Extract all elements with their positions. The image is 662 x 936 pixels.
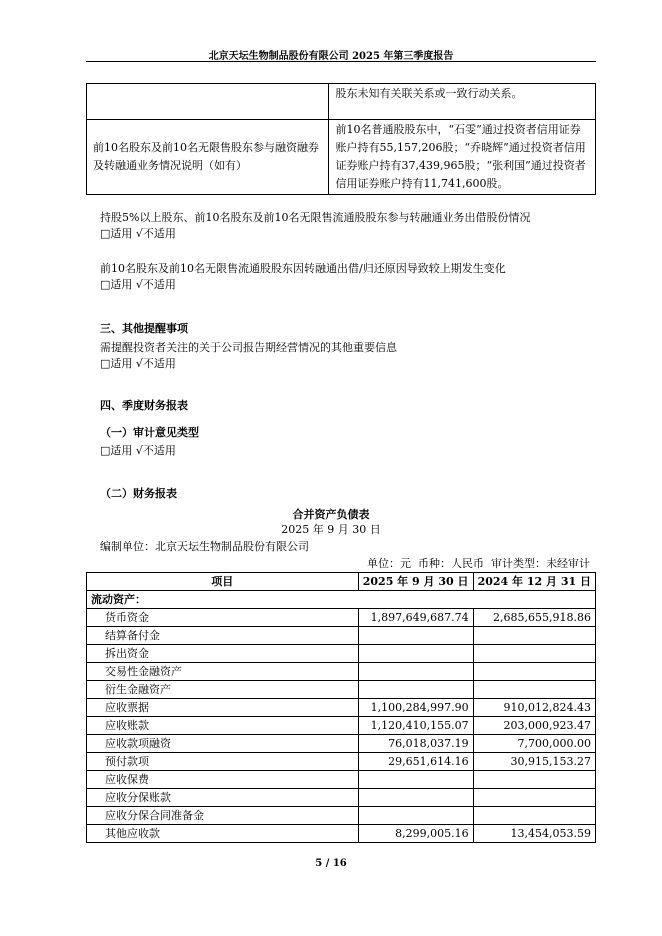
shareholder-note-table — [86, 83, 596, 195]
row-value-prior: 13,454,053.59 — [473, 825, 595, 843]
lending-situation-options: □适用 √不适用 — [100, 227, 176, 240]
row-value-prior — [473, 627, 595, 645]
row-item-name: 应收分保账款 — [87, 789, 359, 807]
row-value-prior — [473, 807, 595, 825]
table-cell-empty — [87, 84, 329, 120]
row-item-name: 结算备付金 — [87, 627, 359, 645]
statement-title: 合并资产负债表 — [292, 508, 370, 521]
row-value-current: 1,120,410,155.07 — [358, 717, 473, 735]
row-value-current: 76,018,037.19 — [358, 735, 473, 753]
table-row — [87, 120, 596, 195]
row-value-current: 1,100,284,997.90 — [358, 699, 473, 717]
row-value-current — [358, 645, 473, 663]
row-item-name: 应收保费 — [87, 771, 359, 789]
table-row — [87, 699, 596, 717]
row-value-prior — [473, 681, 595, 699]
row-value-current — [358, 627, 473, 645]
table-row — [87, 645, 596, 663]
table-header-row — [87, 573, 596, 591]
row-item-name: 交易性金融资产 — [87, 663, 359, 681]
row-item-name: 应收款项融资 — [87, 735, 359, 753]
table-row — [87, 609, 596, 627]
row-item-name: 预付款项 — [87, 753, 359, 771]
row-value-current — [358, 681, 473, 699]
audit-opinion-options: □适用 √不适用 — [100, 444, 176, 457]
row-value-prior: 30,915,153.27 — [473, 753, 595, 771]
row-item-name: 衍生金融资产 — [87, 681, 359, 699]
table-row — [87, 807, 596, 825]
header-divider — [86, 61, 596, 62]
lending-situation-title: 持股5%以上股东、前10名股东及前10名无限售流通股股东参与转融通业务出借股份情况 — [100, 211, 531, 224]
table-row — [87, 771, 596, 789]
row-value-current: 1,897,649,687.74 — [358, 609, 473, 627]
statement-company: 编制单位：北京天坛生物制品股份有限公司 — [100, 540, 309, 553]
audit-opinion-heading: （一）审计意见类型 — [100, 426, 199, 439]
table-row — [87, 717, 596, 735]
page-number: 5 / 16 — [315, 858, 347, 869]
row-value-prior: 910,012,824.43 — [473, 699, 595, 717]
change-situation-title: 前10名股东及前10名无限售流通股股东因转融通出借/归还原因导致较上期发生变化 — [100, 262, 506, 275]
row-value-prior: 2,685,655,918.86 — [473, 609, 595, 627]
section-three-options: □适用 √不适用 — [100, 357, 176, 370]
row-value-prior — [473, 771, 595, 789]
row-value-prior: 203,000,923.47 — [473, 717, 595, 735]
financial-statements-heading: （二）财务报表 — [100, 487, 177, 500]
row-item-name: 应收票据 — [87, 699, 359, 717]
table-row — [87, 789, 596, 807]
row-value-prior — [473, 645, 595, 663]
table-cell: 股东未知有关联关系或一致行动关系。 — [329, 84, 596, 120]
statement-units: 单位：元 币种：人民币 审计类型：未经审计 — [367, 557, 590, 570]
section-three-text: 需提醒投资者关注的关于公司报告期经营情况的其他重要信息 — [100, 341, 397, 354]
row-item-name: 拆出资金 — [87, 645, 359, 663]
table-cell: 前10名普通股股东中，“石雯”通过投资者信用证券账户持有55,157,206股；“乔晓辉”通过投资者信用证券账户持有37,439,965股；“张利国”通过投资者信用证券账户持有11,741,600股。 — [329, 120, 596, 195]
change-situation-options: □适用 √不适用 — [100, 278, 176, 291]
section-three-heading: 三、其他提醒事项 — [100, 322, 188, 335]
row-value-current — [358, 663, 473, 681]
row-item-name: 应收账款 — [87, 717, 359, 735]
table-cell-label: 前10名股东及前10名无限售股东参与融资融券及转融通业务情况说明（如有） — [87, 120, 329, 195]
table-row — [87, 753, 596, 771]
column-header-current: 2025 年 9 月 30 日 — [358, 573, 473, 591]
row-value-prior: 7,700,000.00 — [473, 735, 595, 753]
group-label: 流动资产： — [87, 591, 596, 609]
row-item-name: 其他应收款 — [87, 825, 359, 843]
table-row — [87, 681, 596, 699]
row-item-name: 应收分保合同准备金 — [87, 807, 359, 825]
row-value-current: 8,299,005.16 — [358, 825, 473, 843]
section-four-heading: 四、季度财务报表 — [100, 399, 188, 412]
row-value-current — [358, 789, 473, 807]
row-value-current — [358, 807, 473, 825]
row-item-name: 货币资金 — [87, 609, 359, 627]
column-header-prior: 2024 年 12 月 31 日 — [473, 573, 595, 591]
table-row — [87, 627, 596, 645]
table-group-row — [87, 591, 596, 609]
row-value-current: 29,651,614.16 — [358, 753, 473, 771]
table-row — [87, 663, 596, 681]
row-value-prior — [473, 663, 595, 681]
row-value-current — [358, 771, 473, 789]
balance-sheet-table — [86, 572, 596, 843]
table-row — [87, 84, 596, 120]
column-header-item: 项目 — [87, 573, 359, 591]
statement-date: 2025 年 9 月 30 日 — [281, 523, 381, 536]
row-value-prior — [473, 789, 595, 807]
table-row — [87, 735, 596, 753]
page-header-title: 北京天坛生物制品股份有限公司 2025 年第三季度报告 — [208, 51, 454, 62]
table-row — [87, 825, 596, 843]
